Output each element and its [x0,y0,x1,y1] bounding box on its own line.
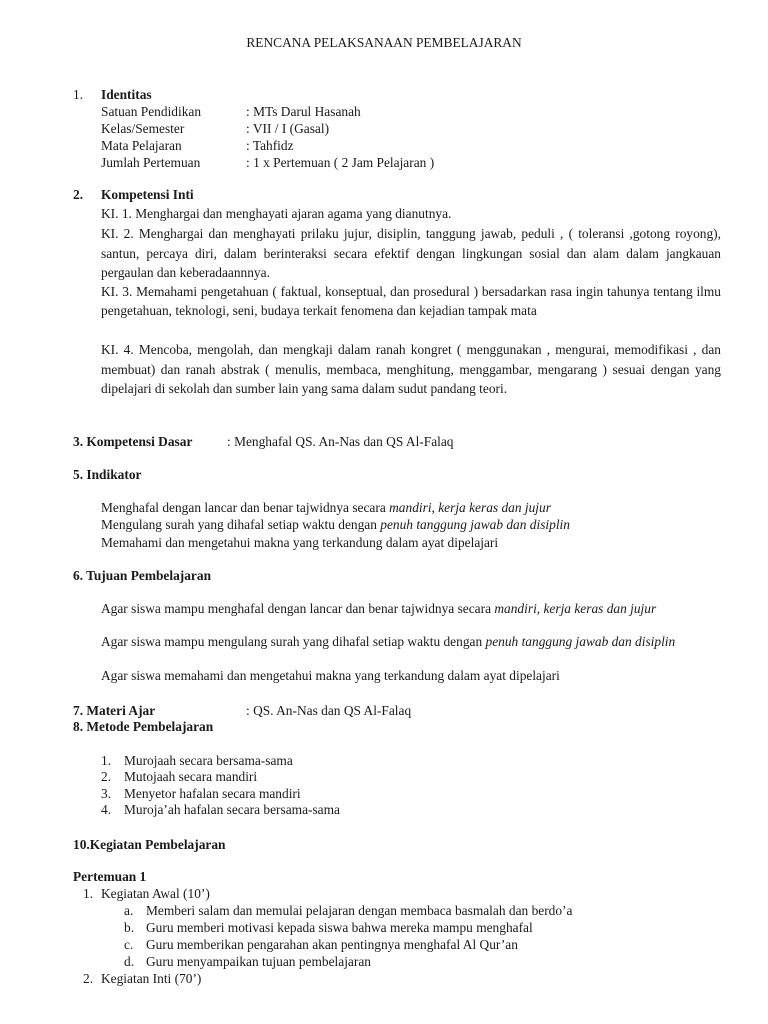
ki-4-text: KI. 4. Mencoba, mengolah, dan mengkaji dalam ranah kongret ( menggunakan , mengurai, memodifikasi , dan membuat) dan ranah abstrak ( menulis, membaca, menghitung, menggambar, mengarang ) sesuai dengan yang dipelajari di sekolah dan sumber lain yang sama dalam sudut pandang teori. [101,342,721,396]
ki-1-text: KI. 1. Menghargai dan menghayati ajaran agama yang dianutnya. [101,206,452,221]
section-8-heading: 8. Metode Pembelajaran [73,719,214,734]
activity-core: Kegiatan Inti (70’) [101,971,202,986]
method-number: 2. [101,769,112,784]
activity-number: 2. [83,971,94,986]
section-6-heading: 6. Tujuan Pembelajaran [73,568,212,583]
activity-opening: Kegiatan Awal (10’) [101,886,210,901]
ki-2-text: KI. 2. Menghargai dan menghayati prilaku jujur, disiplin, tanggung jawab, peduli , ( toleransi ,gotong royong), santun, percaya diri, dalam berinteraksi secara efektif dengan lingkungan sosial dan alam dalam jangkauan pergaulan dan keberadaannnya. [101,226,721,280]
ki-3-text: KI. 3. Memahami pengetahuan ( faktual, konseptual, dan prosedural ) bersadarkan rasa ingin tahunya tentang ilmu pengetahuan, teknologi, seni, budaya terkait fenomena dan kejadian tampak mata [101,284,721,318]
section-7-value: : QS. An-Nas dan QS Al-Falaq [246,703,412,718]
section-1-number: 1. [73,87,84,102]
identity-value-class: : VII / I (Gasal) [246,121,330,136]
identity-value-school: : MTs Darul Hasanah [246,104,361,119]
activity-step: Memberi salam dan memulai pelajaran dengan membaca basmalah dan berdo’a [146,903,573,918]
objective-item-1: Agar siswa mampu menghafal dengan lancar dan benar tajwidnya secara mandiri, kerja keras dan jujur [101,601,657,616]
identity-value-subject: : Tahfidz [246,138,294,153]
activity-step-letter: c. [124,937,134,952]
section-7-heading: 7. Materi Ajar [73,703,156,718]
identity-label-class: Kelas/Semester [101,121,185,136]
activity-number: 1. [83,886,94,901]
objective-item-3: Agar siswa memahami dan mengetahui makna yang terkandung dalam ayat dipelajari [101,668,560,683]
identity-value-meetings: : 1 x Pertemuan ( 2 Jam Pelajaran ) [246,155,435,170]
section-3-heading: 3. Kompetensi Dasar [73,434,193,449]
method-item: Menyetor hafalan secara mandiri [124,786,301,801]
identity-label-subject: Mata Pelajaran [101,138,182,153]
section-10-heading: 10.Kegiatan Pembelajaran [73,837,226,852]
activity-step-letter: b. [124,920,135,935]
method-item: Muroja’ah hafalan secara bersama-sama [124,802,340,817]
indicator-item-1: Menghafal dengan lancar dan benar tajwidnya secara mandiri, kerja keras dan jujur [101,500,551,515]
method-number: 4. [101,802,112,817]
method-item: Mutojaah secara mandiri [124,769,258,784]
meeting-heading: Pertemuan 1 [73,869,147,884]
section-1-heading: Identitas [101,87,152,102]
activity-step: Guru memberikan pengarahan akan pentingnya menghafal Al Qur’an [146,937,518,952]
indicator-item-2: Mengulang surah yang dihafal setiap waktu dengan penuh tanggung jawab dan disiplin [101,517,570,532]
objective-item-2: Agar siswa mampu mengulang surah yang dihafal setiap waktu dengan penuh tanggung jawab dan disiplin [101,634,676,649]
section-5-heading: 5. Indikator [73,467,142,482]
activity-step-letter: d. [124,954,135,969]
indicator-item-3: Memahami dan mengetahui makna yang terkandung dalam ayat dipelajari [101,535,499,550]
identity-label-meetings: Jumlah Pertemuan [101,155,201,170]
identity-label-school: Satuan Pendidikan [101,104,202,119]
section-3-value: : Menghafal QS. An-Nas dan QS Al-Falaq [227,434,454,449]
activity-step-letter: a. [124,903,134,918]
activity-step: Guru memberi motivasi kepada siswa bahwa mereka mampu menghafal [146,920,533,935]
method-item: Murojaah secara bersama-sama [124,753,293,768]
document-title: RENCANA PELAKSANAAN PEMBELAJARAN [246,35,522,50]
section-2-number: 2. [73,187,84,202]
activity-step: Guru menyampaikan tujuan pembelajaran [146,954,371,969]
method-number: 1. [101,753,112,768]
section-2-heading: Kompetensi Inti [101,187,194,202]
method-number: 3. [101,786,112,801]
